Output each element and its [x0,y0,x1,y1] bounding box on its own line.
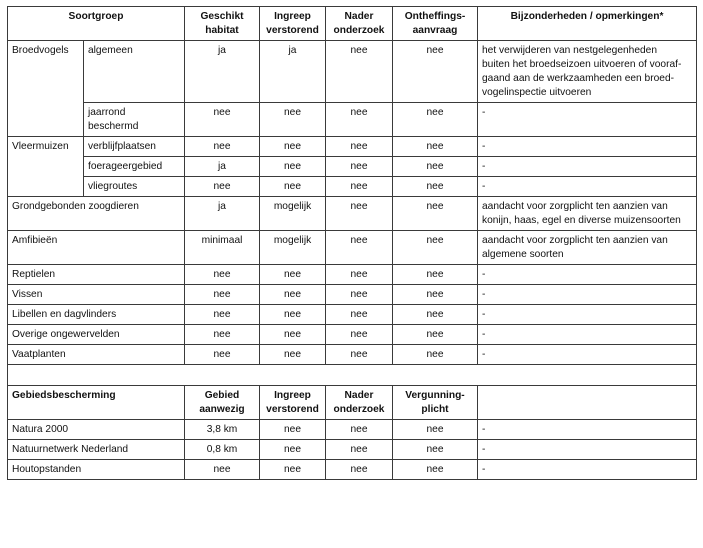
spacer-cell [8,365,697,386]
group-vissen: Vissen [8,285,185,305]
cell-ontheffing: nee [393,305,478,325]
cell-habitat: nee [185,265,260,285]
group-overige-ongewervelden: Overige ongewervelden [8,325,185,345]
table-row [8,103,697,137]
cell-nader: nee [326,137,393,157]
cell-nader: nee [326,265,393,285]
cell-nader: nee [326,41,393,103]
cell-habitat: nee [185,137,260,157]
cell-ingreep: nee [260,157,326,177]
header-soortgroep: Soortgroep [8,7,185,41]
cell-ingreep: ja [260,41,326,103]
cell-ontheffing: nee [393,157,478,177]
cell-opmerking: - [478,440,697,460]
cell-nader: nee [326,420,393,440]
table-row [8,231,697,265]
cell-ingreep: mogelijk [260,197,326,231]
cell-ingreep: nee [260,460,326,480]
cell-vergunning: nee [393,460,478,480]
cell-ontheffing: nee [393,265,478,285]
cell-ingreep: nee [260,345,326,365]
spacer-row [8,365,697,386]
cell-ontheffing: nee [393,137,478,157]
group-amfibieen: Amfibieën [8,231,185,265]
header-ingreep-verstorend-2: Ingreep verstorend [260,386,326,420]
cell-ingreep: nee [260,325,326,345]
cell-ingreep: nee [260,285,326,305]
cell-ontheffing: nee [393,285,478,305]
cell-opmerking: - [478,177,697,197]
group-broedvogels: Broedvogels [8,41,84,137]
table-row [8,460,697,480]
cell-ingreep: nee [260,305,326,325]
cell-opmerking: - [478,345,697,365]
cell-habitat: ja [185,41,260,103]
table-row [8,157,697,177]
cell-vergunning: nee [393,420,478,440]
cell-opmerking: het verwijderen van nestgelegenheden buiten het broedseizoen uitvoeren of vooraf- gaand aan de werkzaamheden een broed- vogelinspectie uitvoeren [478,41,697,103]
header-nader-onderzoek-2: Nader onderzoek [326,386,393,420]
table-row [8,41,697,103]
cell-nader: nee [326,197,393,231]
header-ontheffingsaanvraag: Ontheffings- aanvraag [393,7,478,41]
table-row [8,345,697,365]
cell-nader: nee [326,103,393,137]
table-row [8,305,697,325]
header-empty [478,386,697,420]
sub-algemeen: algemeen [84,41,185,103]
sub-jaarrond-beschermd: jaarrond beschermd [84,103,185,137]
table-row [8,177,697,197]
cell-nader: nee [326,325,393,345]
header-gebied-aanwezig: Gebied aanwezig [185,386,260,420]
header-bijzonderheden: Bijzonderheden / opmerkingen* [478,7,697,41]
cell-habitat: nee [185,305,260,325]
group-libellen-dagvlinders: Libellen en dagvlinders [8,305,185,325]
table-row [8,137,697,157]
cell-opmerking: aandacht voor zorgplicht ten aanzien van algemene soorten [478,231,697,265]
cell-aanwezig: 0,8 km [185,440,260,460]
cell-habitat: nee [185,103,260,137]
cell-ontheffing: nee [393,231,478,265]
gebied-houtopstanden: Houtopstanden [8,460,185,480]
cell-habitat: nee [185,325,260,345]
group-vleermuizen: Vleermuizen [8,137,84,197]
table-row [8,440,697,460]
cell-opmerking: - [478,420,697,440]
cell-opmerking: - [478,285,697,305]
cell-ontheffing: nee [393,177,478,197]
cell-ontheffing: nee [393,103,478,137]
cell-ontheffing: nee [393,41,478,103]
cell-nader: nee [326,460,393,480]
soortgroep-table [7,6,697,480]
cell-ingreep: nee [260,265,326,285]
cell-opmerking: - [478,265,697,285]
cell-aanwezig: 3,8 km [185,420,260,440]
cell-ontheffing: nee [393,197,478,231]
cell-habitat: minimaal [185,231,260,265]
cell-ingreep: nee [260,103,326,137]
sub-vliegroutes: vliegroutes [84,177,185,197]
cell-nader: nee [326,285,393,305]
table-row [8,420,697,440]
gebied-natuurnetwerk-nederland: Natuurnetwerk Nederland [8,440,185,460]
cell-opmerking: - [478,460,697,480]
cell-opmerking: - [478,137,697,157]
cell-opmerking: - [478,157,697,177]
table-header-row [8,7,697,41]
table-row [8,265,697,285]
table-row [8,325,697,345]
cell-nader: nee [326,345,393,365]
sub-verblijfplaatsen: verblijfplaatsen [84,137,185,157]
cell-habitat: nee [185,345,260,365]
header-gebiedsbescherming: Gebiedsbescherming [8,386,185,420]
cell-nader: nee [326,440,393,460]
cell-opmerking: - [478,305,697,325]
group-reptielen: Reptielen [8,265,185,285]
cell-nader: nee [326,157,393,177]
cell-ingreep: nee [260,440,326,460]
cell-opmerking: - [478,103,697,137]
cell-nader: nee [326,231,393,265]
header-nader-onderzoek: Nader onderzoek [326,7,393,41]
group-grondgebonden-zoogdieren: Grondgebonden zoogdieren [8,197,185,231]
cell-opmerking: aandacht voor zorgplicht ten aanzien van konijn, haas, egel en diverse muizensoorten [478,197,697,231]
cell-ingreep: mogelijk [260,231,326,265]
cell-nader: nee [326,305,393,325]
table-row [8,285,697,305]
cell-ingreep: nee [260,420,326,440]
header-geschikt-habitat: Geschikt habitat [185,7,260,41]
cell-habitat: ja [185,197,260,231]
cell-nader: nee [326,177,393,197]
cell-ingreep: nee [260,137,326,157]
cell-ingreep: nee [260,177,326,197]
cell-habitat: nee [185,285,260,305]
sub-foerageergebied: foerageergebied [84,157,185,177]
group-vaatplanten: Vaatplanten [8,345,185,365]
table-header-row-gebied [8,386,697,420]
cell-opmerking: - [478,325,697,345]
gebied-natura-2000: Natura 2000 [8,420,185,440]
table-row [8,197,697,231]
cell-vergunning: nee [393,440,478,460]
cell-ontheffing: nee [393,345,478,365]
cell-ontheffing: nee [393,325,478,345]
cell-habitat: nee [185,177,260,197]
cell-habitat: ja [185,157,260,177]
header-vergunningplicht: Vergunning- plicht [393,386,478,420]
cell-aanwezig: nee [185,460,260,480]
header-ingreep-verstorend: Ingreep verstorend [260,7,326,41]
